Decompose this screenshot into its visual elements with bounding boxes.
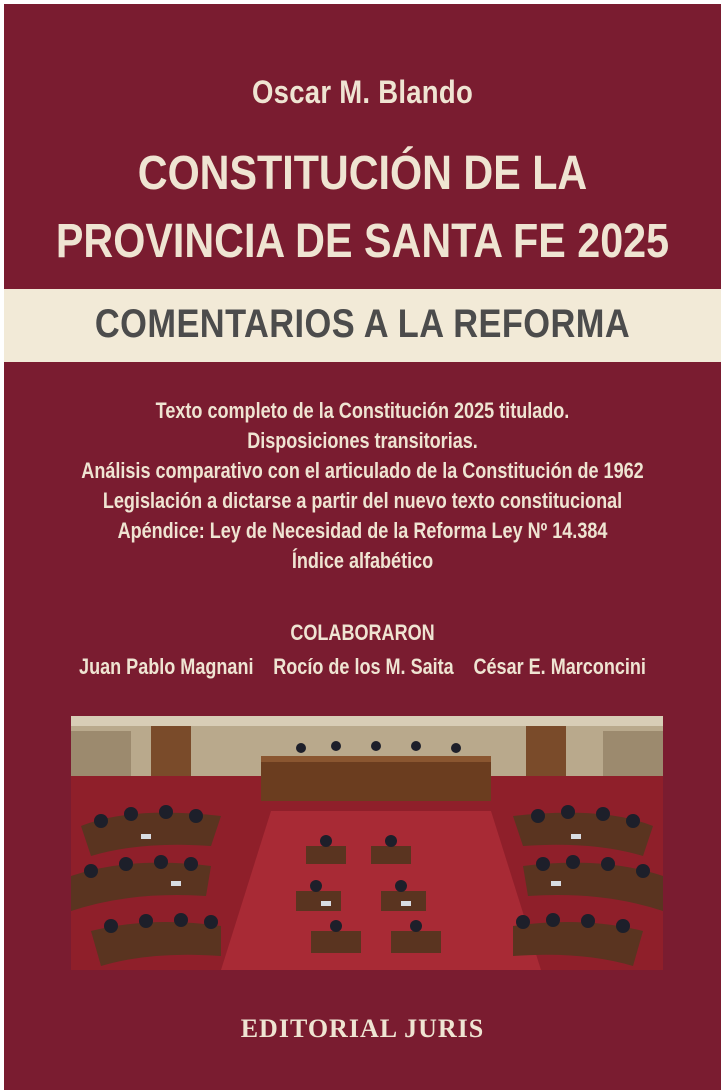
contents-list bbox=[65, 396, 660, 576]
legislature-chamber-photo bbox=[71, 716, 663, 970]
collaborators-heading: COLABORARON bbox=[290, 620, 435, 645]
title-line-1: CONSTITUCIÓN DE LA bbox=[137, 147, 588, 200]
collaborator-name: César E. Marconcini bbox=[473, 654, 646, 679]
contents-item: Texto completo de la Constitución 2025 titulado. bbox=[155, 398, 570, 423]
collaborator-name: Juan Pablo Magnani bbox=[79, 654, 254, 679]
contents-item: Apéndice: Ley de Necesidad de la Reforma Ley Nº 14.384 bbox=[117, 518, 608, 543]
collaborators-list bbox=[65, 654, 660, 680]
collaborator-name: Rocío de los M. Saita bbox=[273, 654, 454, 679]
contents-item: Legislación a dictarse a partir del nuevo texto constitucional bbox=[102, 488, 623, 513]
book-subtitle: COMENTARIOS A LA REFORMA bbox=[94, 302, 631, 346]
author-name: Oscar M. Blando bbox=[251, 74, 474, 110]
contents-item: Análisis comparativo con el articulado de la Constitución de 1962 bbox=[81, 458, 644, 483]
book-title bbox=[51, 140, 675, 276]
contents-item: Disposiciones transitorias. bbox=[247, 428, 478, 453]
publisher-name: EDITORIAL JURIS bbox=[240, 1014, 485, 1043]
subtitle-band bbox=[4, 289, 721, 362]
contents-item: Índice alfabético bbox=[291, 548, 434, 573]
title-line-2: PROVINCIA DE SANTA FE 2025 bbox=[55, 215, 670, 268]
